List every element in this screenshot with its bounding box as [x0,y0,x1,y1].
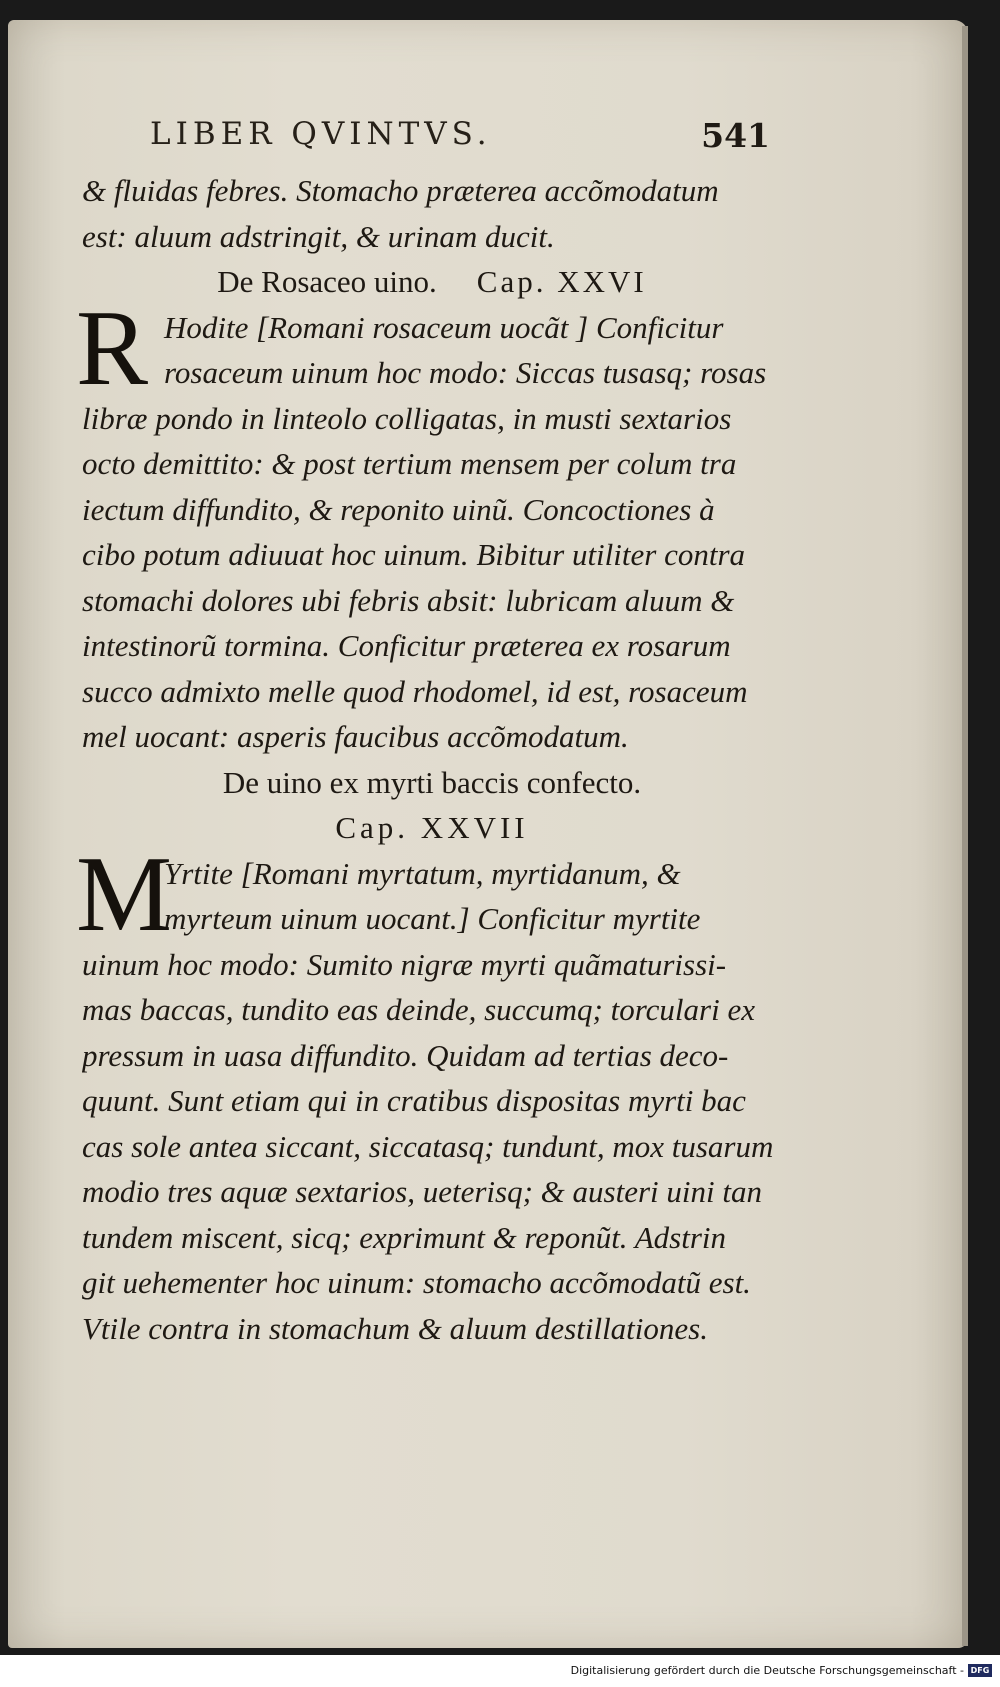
text-line: cas sole antea siccant, siccatasq; tundunt, mox tusarum [82,1128,774,1164]
text-line: & fluidas febres. Stomacho præterea accõmodatum [82,173,719,208]
drop-cap-initial: R [76,288,149,408]
dfg-logo: DFG [968,1664,992,1677]
chapter-number: Cap. XXVII [335,810,529,845]
text-line: libræ pondo in linteolo colligatas, in musti sextarios [82,400,732,436]
text-line: stomachi dolores ubi febris absit: lubricam aluum & [82,582,735,618]
text-line: uinum hoc modo: Sumito nigræ myrti quãmaturissi- [82,946,727,982]
page-edge [962,26,968,1646]
main-text [76,168,782,1351]
text-line: rosaceum uinum hoc modo: Siccas tusasq; rosas [164,355,767,390]
text-line: mel uocant: asperis faucibus accõmodatum. [82,719,629,754]
text-line: Yrtite [Romani myrtatum, myrtidanum, & [164,855,681,891]
page-number: 541 [701,116,770,155]
text-line: pressum in uasa diffundito. Quidam ad tertias deco- [82,1037,729,1073]
text-line: quunt. Sunt etiam qui in cratibus dispositas myrti bac [82,1083,746,1118]
running-title: LIBER QVINTVS. [150,116,492,152]
digitization-footer [0,1655,1000,1687]
text-line: myrteum uinum uocant.] Conficitur myrtite [164,901,701,936]
text-line: Vtile contra in stomachum & aluum destillationes. [82,1310,708,1346]
text-line: mas baccas, tundito eas deinde, succumq; torculari ex [82,992,755,1027]
text-line: est: aluum adstringit, & urinam ducit. [82,218,555,254]
text-line: iectum diffundito, & reponito uinũ. Concoctiones à [82,491,715,527]
text-line: tundem miscent, sicq; exprimunt & reponũt. Adstrin [82,1219,727,1255]
text-line: git uehementer hoc uinum: stomacho accõmodatũ est. [82,1265,751,1300]
page-header [150,116,770,166]
text-line: modio tres aquæ sextarios, ueterisq; & austeri uini tan [82,1174,762,1209]
chapter-number: Cap. XXVI [476,264,647,299]
chapter-paragraph [76,288,782,760]
text-line: cibo potum adiuuat hoc uinum. Bibitur utiliter contra [82,537,746,572]
footer-credit: Digitalisierung gefördert durch die Deutsche Forschungsgemeinschaft - [570,1664,964,1677]
text-line: octo demittito: & post tertium mensem per colum tra [82,446,737,481]
text-line: Hodite [Romani rosaceum uocãt ] Conficitur [164,309,724,345]
chapter-title: De uino ex myrti baccis confecto. [222,764,642,800]
drop-cap-initial: M [76,834,173,954]
chapter-paragraph [76,834,782,1352]
chapter-title: De Rosaceo uino. [217,264,437,299]
text-line: intestinorũ tormina. Conficitur præterea ex rosarum [82,628,731,663]
text-line: succo admixto melle quod rhodomel, id est, rosaceum [82,673,748,709]
chapter-heading [82,259,782,305]
